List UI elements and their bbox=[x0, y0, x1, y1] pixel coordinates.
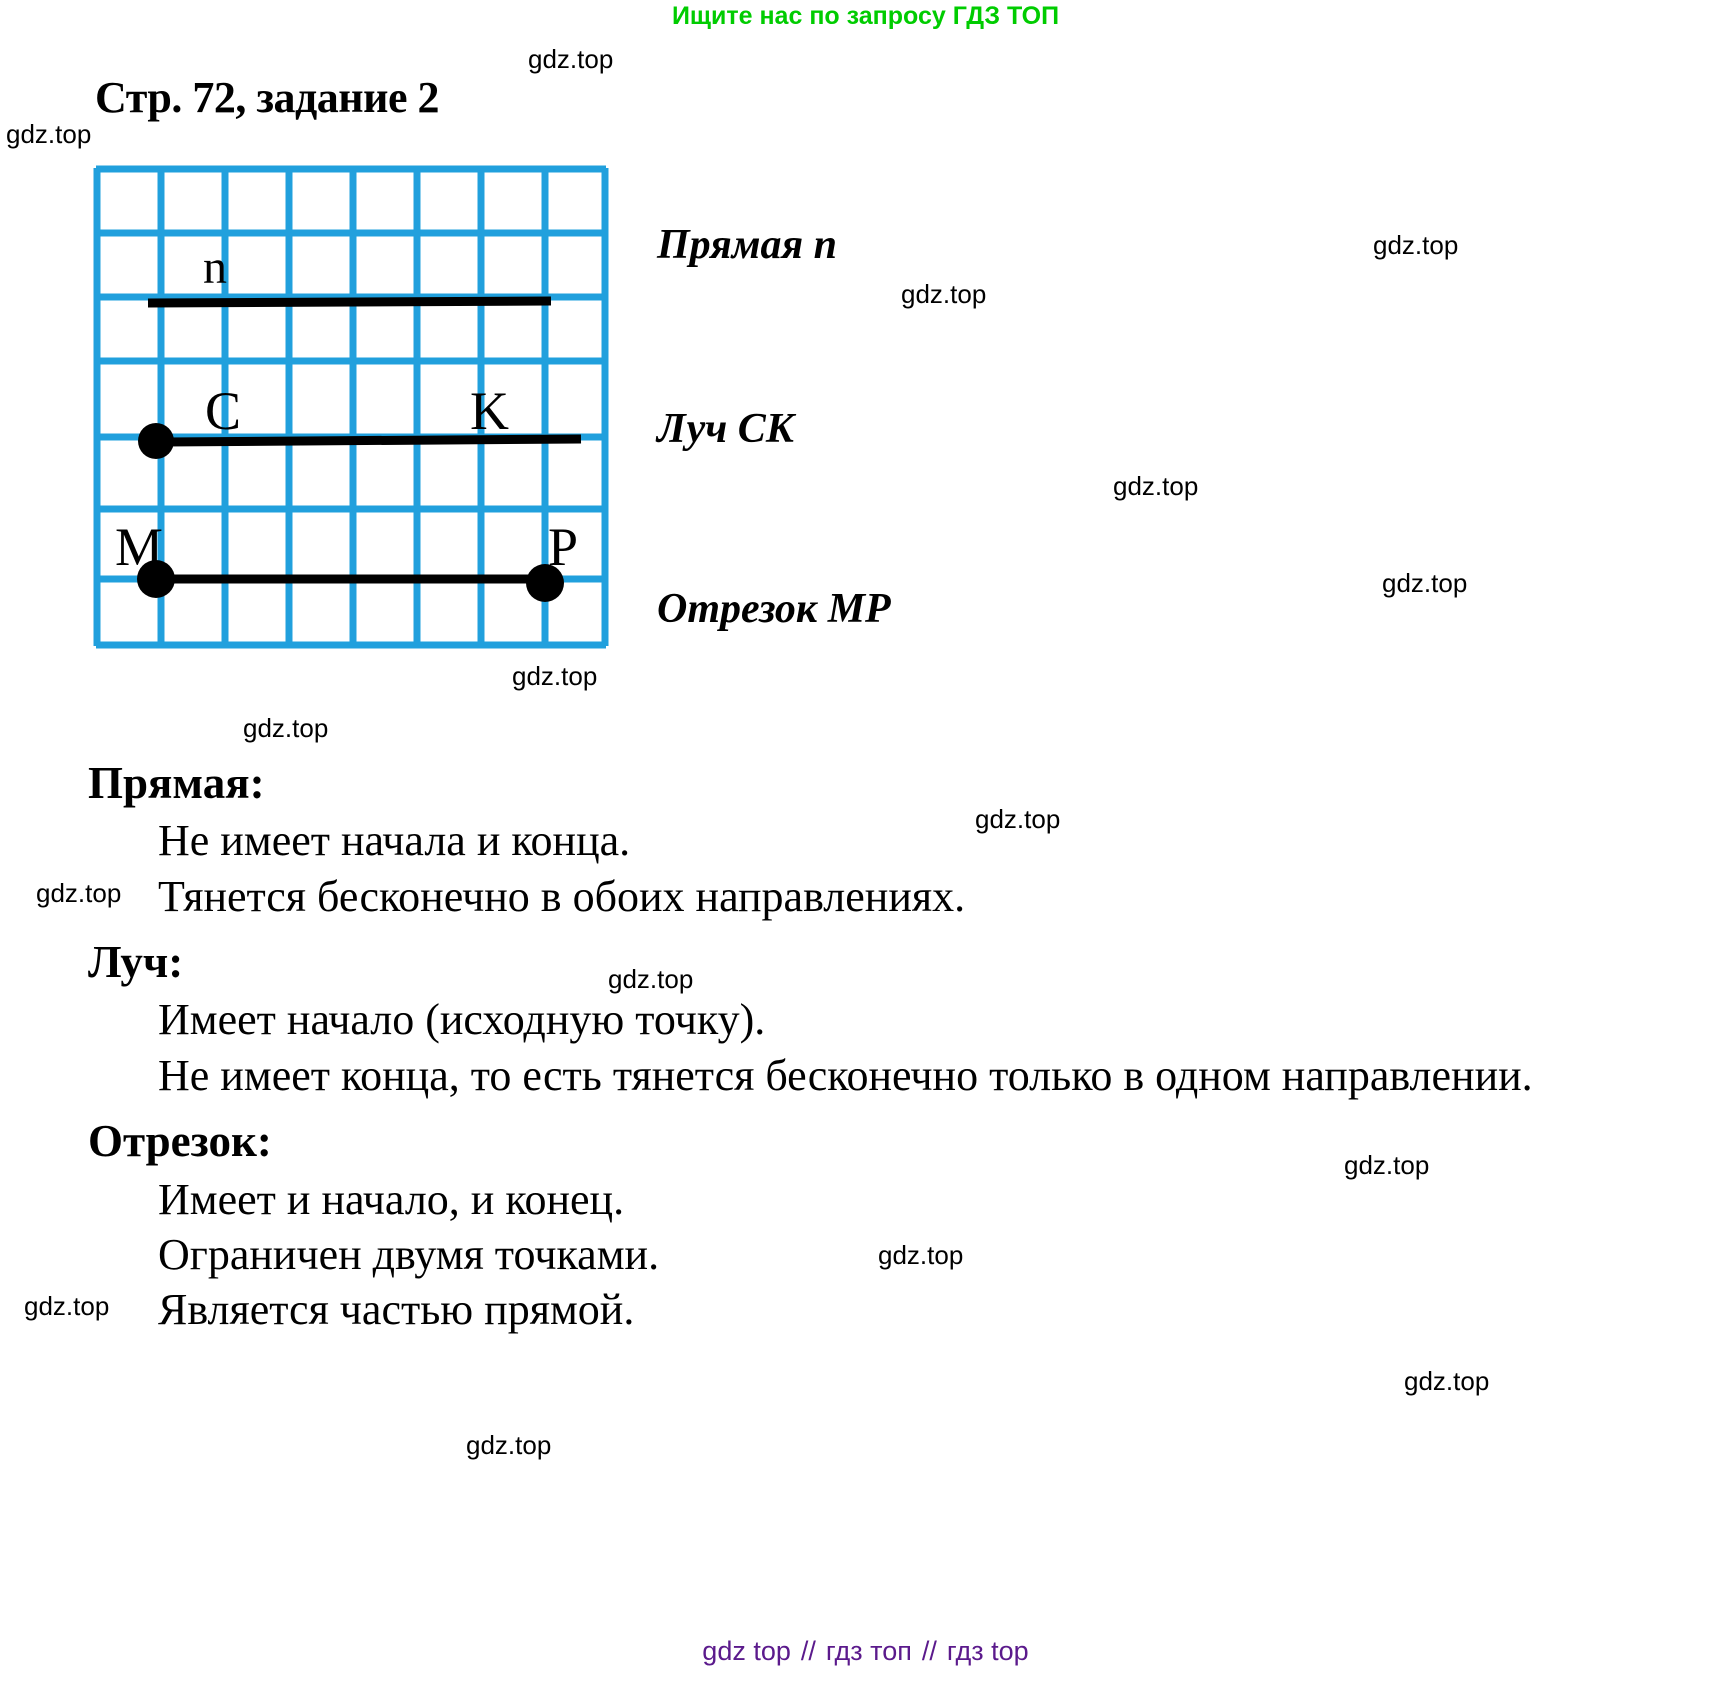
watermark: gdz.top bbox=[1382, 568, 1468, 598]
label-k: K bbox=[470, 381, 509, 441]
footer-links bbox=[0, 1636, 1731, 1667]
footer-separator-1: // bbox=[800, 1636, 816, 1666]
label-p: P bbox=[548, 517, 579, 577]
caption-line: Прямая n bbox=[657, 222, 838, 268]
caption-ray: Луч CK bbox=[657, 406, 794, 452]
label-m: M bbox=[115, 517, 164, 577]
spacer bbox=[88, 1103, 1668, 1113]
definition-group-segment bbox=[88, 1113, 1668, 1338]
watermark: gdz.top bbox=[1113, 471, 1199, 501]
grid-diagram bbox=[93, 165, 609, 649]
definition-segment-1: Имеет и начало, и конец. bbox=[158, 1174, 625, 1224]
watermark: gdz.top bbox=[1344, 1150, 1430, 1180]
caption-segment: Отрезок MP bbox=[657, 586, 891, 632]
watermark: gdz.top bbox=[6, 119, 92, 149]
geometry-figure bbox=[93, 165, 609, 649]
line-n-stroke bbox=[148, 301, 551, 303]
watermark: gdz.top bbox=[24, 1291, 110, 1321]
definition-ray-2: Не имеет конца, то есть тянется бесконечно только в одном направлении. bbox=[158, 1050, 1533, 1100]
spacer bbox=[88, 924, 1668, 934]
watermark: gdz.top bbox=[878, 1240, 964, 1270]
watermark: gdz.top bbox=[901, 279, 987, 309]
definition-ray-1: Имеет начало (исходную точку). bbox=[158, 995, 766, 1045]
label-n: n bbox=[203, 241, 227, 294]
page-title: Стр. 72, задание 2 bbox=[95, 73, 439, 122]
watermark: gdz.top bbox=[1373, 230, 1459, 260]
term-ray: Луч: bbox=[88, 937, 184, 988]
point-c-dot bbox=[138, 423, 174, 459]
promo-banner: Ищите нас по запросу ГДЗ ТОП bbox=[671, 2, 1060, 30]
watermark: gdz.top bbox=[1404, 1366, 1490, 1396]
watermark: gdz.top bbox=[243, 713, 329, 743]
watermark: gdz.top bbox=[608, 964, 694, 994]
definition-line-2: Тянется бесконечно в обоих направлениях. bbox=[158, 871, 966, 921]
term-segment: Отрезок: bbox=[88, 1116, 272, 1167]
watermark: gdz.top bbox=[36, 878, 122, 908]
footer-part-3[interactable]: гдз top bbox=[946, 1636, 1029, 1666]
watermark: gdz.top bbox=[528, 44, 614, 74]
definition-segment-2: Ограничен двумя точками. bbox=[158, 1229, 660, 1279]
definition-line-1: Не имеет начала и конца. bbox=[158, 816, 631, 866]
label-c: C bbox=[205, 381, 242, 441]
watermark: gdz.top bbox=[466, 1430, 552, 1460]
term-line: Прямая: bbox=[88, 758, 265, 808]
definition-segment-3: Является частью прямой. bbox=[158, 1285, 635, 1335]
footer-separator-2: // bbox=[921, 1636, 937, 1666]
watermark: gdz.top bbox=[975, 804, 1061, 834]
watermark: gdz.top bbox=[512, 661, 598, 691]
definition-group-line bbox=[88, 755, 1668, 924]
footer-part-2[interactable]: гдз топ bbox=[825, 1636, 912, 1666]
footer-part-1[interactable]: gdz top bbox=[702, 1636, 791, 1666]
definition-group-ray bbox=[88, 934, 1668, 1103]
